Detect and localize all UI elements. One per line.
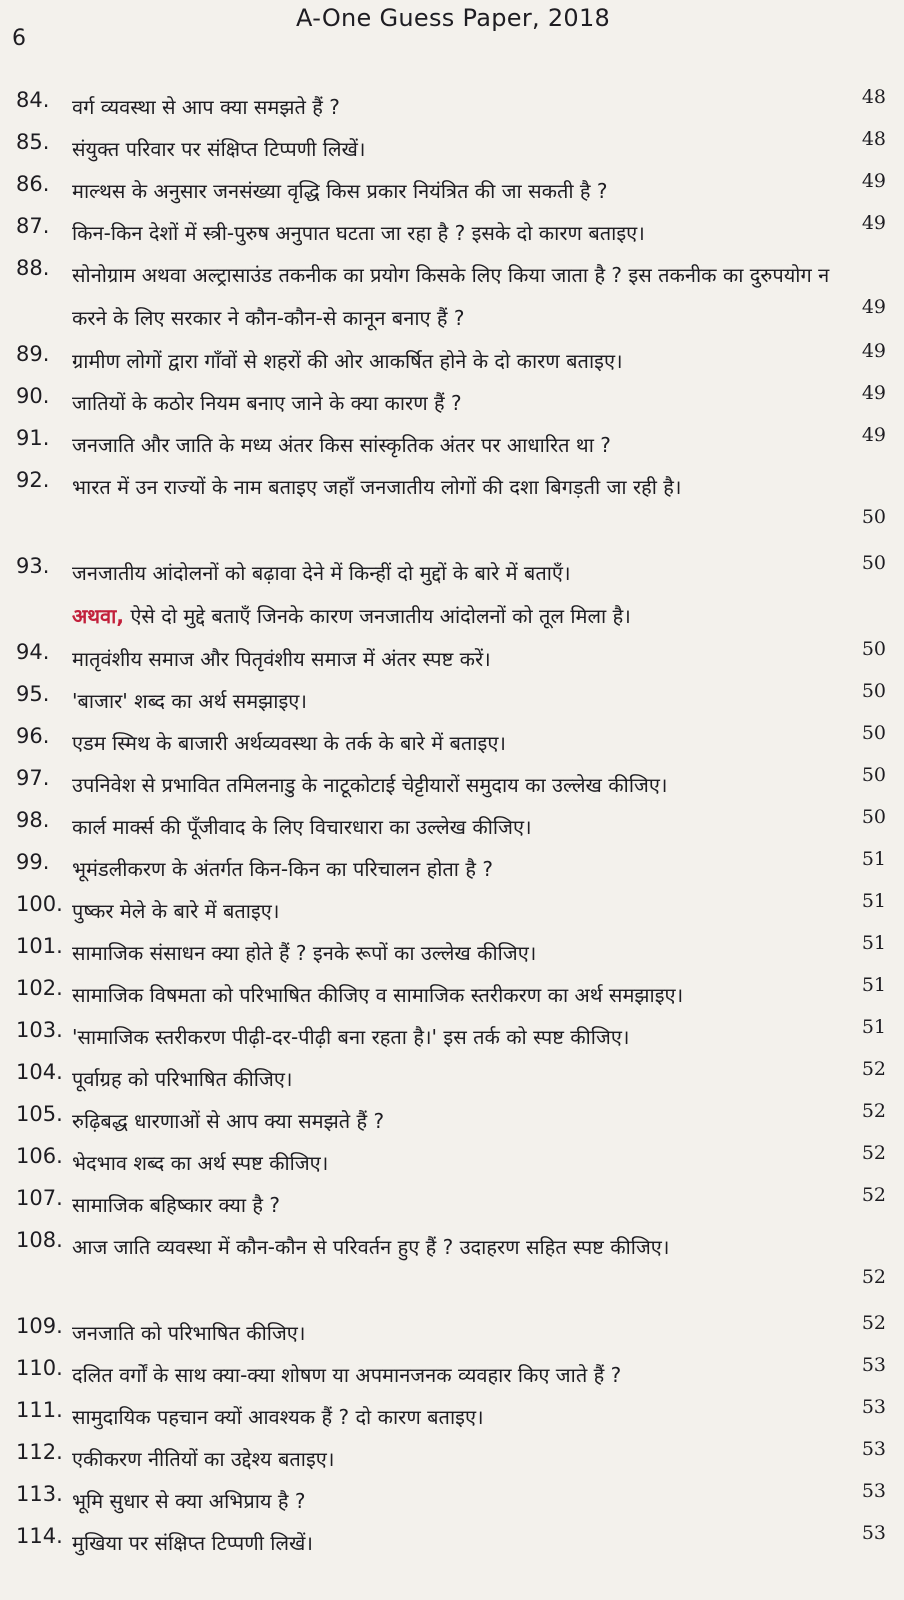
question-text: सामाजिक विषमता को परिभाषित कीजिए व सामाजिक स्तरीकरण का अर्थ समझाइए। bbox=[72, 983, 684, 1007]
question-text: मातृवंशीय समाज और पितृवंशीय समाज में अंतर स्पष्ट करें। bbox=[72, 647, 491, 671]
alternative-question-text: ऐसे दो मुद्दे बताएँ जिनके कारण जनजातीय आंदोलनों को तूल मिला है। bbox=[130, 604, 631, 628]
page-reference: 49 bbox=[861, 170, 886, 192]
page-reference: 50 bbox=[861, 638, 886, 660]
page-reference: 53 bbox=[861, 1396, 886, 1418]
page-reference: 51 bbox=[861, 848, 886, 870]
question-text: माल्थस के अनुसार जनसंख्या वृद्धि किस प्रकार नियंत्रित की जा सकती है ? bbox=[72, 179, 608, 203]
question-number: 93. bbox=[16, 554, 50, 578]
question-text: 'बाजार' शब्द का अर्थ समझाइए। bbox=[72, 689, 307, 713]
question-text: भेदभाव शब्द का अर्थ स्पष्ट कीजिए। bbox=[72, 1151, 329, 1175]
list-item bbox=[16, 926, 886, 968]
page-reference: 50 bbox=[861, 806, 886, 828]
question-number: 99. bbox=[16, 850, 50, 874]
question-text: भारत में उन राज्यों के नाम बताइए जहाँ जनजातीय लोगों की दशा बिगड़ती जा रही है। bbox=[72, 475, 682, 499]
list-item bbox=[16, 418, 886, 460]
page-reference: 50 bbox=[861, 722, 886, 744]
question-number: 104. bbox=[16, 1060, 63, 1084]
question-text: सामुदायिक पहचान क्यों आवश्यक हैं ? दो कारण बताइए। bbox=[72, 1405, 484, 1429]
question-text: संयुक्त परिवार पर संक्षिप्त टिप्पणी लिखें। bbox=[72, 137, 366, 161]
question-text: उपनिवेश से प्रभावित तमिलनाडु के नाटूकोटाई चेट्टीयारों समुदाय का उल्लेख कीजिए। bbox=[72, 773, 668, 797]
question-number: 97. bbox=[16, 766, 50, 790]
question-text: सामाजिक बहिष्कार क्या है ? bbox=[72, 1193, 280, 1217]
list-item bbox=[16, 1052, 886, 1094]
list-item bbox=[16, 842, 886, 884]
page-reference: 52 bbox=[861, 1184, 886, 1206]
list-item bbox=[16, 460, 886, 546]
question-number: 94. bbox=[16, 640, 50, 664]
page-reference: 52 bbox=[861, 1058, 886, 1080]
list-item bbox=[16, 1136, 886, 1178]
page-reference: 49 bbox=[861, 212, 886, 234]
question-number: 101. bbox=[16, 934, 63, 958]
list-item bbox=[16, 1178, 886, 1220]
question-text: सोनोग्राम अथवा अल्ट्रासाउंड तकनीक का प्रयोग किसके लिए किया जाता है ? इस तकनीक का दुरुपयोग न करने के लिए सरकार ने कौन-कौन-से कानून बनाए हैं ? bbox=[72, 263, 830, 330]
question-main-text: जनजातीय आंदोलनों को बढ़ावा देने में किन्हीं दो मुद्दों के बारे में बताएँ। bbox=[72, 561, 571, 585]
question-number: 106. bbox=[16, 1144, 63, 1168]
list-item bbox=[16, 206, 886, 248]
question-number: 111. bbox=[16, 1398, 63, 1422]
list-item bbox=[16, 1390, 886, 1432]
page-reference: 52 bbox=[861, 1100, 886, 1122]
page-reference: 49 bbox=[861, 296, 886, 318]
page-reference: 53 bbox=[861, 1354, 886, 1376]
question-number: 84. bbox=[16, 88, 50, 112]
page-reference: 49 bbox=[861, 382, 886, 404]
question-text: आज जाति व्यवस्था में कौन-कौन से परिवर्तन हुए हैं ? उदाहरण सहित स्पष्ट कीजिए। bbox=[72, 1235, 670, 1259]
list-item bbox=[16, 674, 886, 716]
page-reference: 51 bbox=[861, 974, 886, 996]
list-item bbox=[16, 1306, 886, 1348]
list-item bbox=[16, 546, 886, 632]
list-item bbox=[16, 758, 886, 800]
list-item bbox=[16, 1010, 886, 1052]
athva-label: अथवा, bbox=[72, 604, 124, 628]
question-number: 105. bbox=[16, 1102, 63, 1126]
page-number: 6 bbox=[12, 26, 26, 51]
question-text: भूमि सुधार से क्या अभिप्राय है ? bbox=[72, 1489, 306, 1513]
question-number: 113. bbox=[16, 1482, 63, 1506]
question-text: जनजाति और जाति के मध्य अंतर किस सांस्कृतिक अंतर पर आधारित था ? bbox=[72, 433, 611, 457]
list-item bbox=[16, 376, 886, 418]
list-item bbox=[16, 80, 886, 122]
question-number: 92. bbox=[16, 468, 50, 492]
question-number: 86. bbox=[16, 172, 50, 196]
page-reference: 51 bbox=[861, 1016, 886, 1038]
page-reference: 52 bbox=[861, 1142, 886, 1164]
question-text: जातियों के कठोर नियम बनाए जाने के क्या कारण हैं ? bbox=[72, 391, 462, 415]
question-text: मुखिया पर संक्षिप्त टिप्पणी लिखें। bbox=[72, 1531, 313, 1555]
question-number: 91. bbox=[16, 426, 50, 450]
list-item bbox=[16, 884, 886, 926]
list-item bbox=[16, 1094, 886, 1136]
question-number: 110. bbox=[16, 1356, 63, 1380]
question-text: भूमंडलीकरण के अंतर्गत किन-किन का परिचालन होता है ? bbox=[72, 857, 493, 881]
question-list bbox=[16, 80, 886, 1558]
question-number: 88. bbox=[16, 256, 50, 280]
question-number: 100. bbox=[16, 892, 63, 916]
question-text: पूर्वाग्रह को परिभाषित कीजिए। bbox=[72, 1067, 293, 1091]
page-reference: 52 bbox=[861, 1312, 886, 1334]
page-reference: 52 bbox=[861, 1266, 886, 1288]
page-reference: 50 bbox=[861, 552, 886, 574]
question-number: 87. bbox=[16, 214, 50, 238]
question-number: 90. bbox=[16, 384, 50, 408]
question-text: 'सामाजिक स्तरीकरण पीढ़ी-दर-पीढ़ी बना रहता है।' इस तर्क को स्पष्ट कीजिए। bbox=[72, 1025, 630, 1049]
page-reference: 48 bbox=[861, 86, 886, 108]
list-item bbox=[16, 1474, 886, 1516]
list-item bbox=[16, 968, 886, 1010]
list-item bbox=[16, 716, 886, 758]
question-text: जनजाति को परिभाषित कीजिए। bbox=[72, 1321, 306, 1345]
list-item bbox=[16, 1220, 886, 1306]
page-reference: 49 bbox=[861, 424, 886, 446]
question-text: दलित वर्गों के साथ क्या-क्या शोषण या अपमानजनक व्यवहार किए जाते हैं ? bbox=[72, 1363, 622, 1387]
list-item bbox=[16, 632, 886, 674]
list-item bbox=[16, 1348, 886, 1390]
list-item bbox=[16, 248, 886, 334]
question-text: सामाजिक संसाधन क्या होते हैं ? इनके रूपों का उल्लेख कीजिए। bbox=[72, 941, 537, 965]
page-reference: 50 bbox=[861, 506, 886, 528]
question-number: 108. bbox=[16, 1228, 63, 1252]
page-reference: 53 bbox=[861, 1438, 886, 1460]
list-item bbox=[16, 164, 886, 206]
page-reference: 51 bbox=[861, 890, 886, 912]
question-number: 107. bbox=[16, 1186, 63, 1210]
question-number: 103. bbox=[16, 1018, 63, 1042]
question-text: ग्रामीण लोगों द्वारा गाँवों से शहरों की ओर आकर्षित होने के दो कारण बताइए। bbox=[72, 349, 623, 373]
list-item bbox=[16, 334, 886, 376]
question-number: 109. bbox=[16, 1314, 63, 1338]
question-number: 85. bbox=[16, 130, 50, 154]
page-reference: 50 bbox=[861, 764, 886, 786]
page-reference: 50 bbox=[861, 680, 886, 702]
question-text: एडम स्मिथ के बाजारी अर्थव्यवस्था के तर्क के बारे में बताइए। bbox=[72, 731, 506, 755]
question-text: वर्ग व्यवस्था से आप क्या समझते हैं ? bbox=[72, 95, 340, 119]
question-number: 89. bbox=[16, 342, 50, 366]
list-item bbox=[16, 800, 886, 842]
question-number: 102. bbox=[16, 976, 63, 1000]
page-title: A-One Guess Paper, 2018 bbox=[296, 4, 611, 32]
question-text: एकीकरण नीतियों का उद्देश्य बताइए। bbox=[72, 1447, 335, 1471]
page-reference: 49 bbox=[861, 340, 886, 362]
question-number: 114. bbox=[16, 1524, 63, 1548]
question-number: 112. bbox=[16, 1440, 63, 1464]
list-item bbox=[16, 122, 886, 164]
question-text: पुष्कर मेले के बारे में बताइए। bbox=[72, 899, 280, 923]
question-number: 96. bbox=[16, 724, 50, 748]
page-reference: 51 bbox=[861, 932, 886, 954]
question-number: 98. bbox=[16, 808, 50, 832]
question-text: रुढ़िबद्ध धारणाओं से आप क्या समझते हैं ? bbox=[72, 1109, 385, 1133]
question-text: कार्ल मार्क्स की पूँजीवाद के लिए विचारधारा का उल्लेख कीजिए। bbox=[72, 815, 532, 839]
question-text bbox=[72, 552, 844, 638]
question-text: किन-किन देशों में स्त्री-पुरुष अनुपात घटता जा रहा है ? इसके दो कारण बताइए। bbox=[72, 221, 645, 245]
page-reference: 48 bbox=[861, 128, 886, 150]
list-item bbox=[16, 1432, 886, 1474]
page-reference: 53 bbox=[861, 1522, 886, 1544]
question-number: 95. bbox=[16, 682, 50, 706]
page-reference: 53 bbox=[861, 1480, 886, 1502]
list-item bbox=[16, 1516, 886, 1558]
